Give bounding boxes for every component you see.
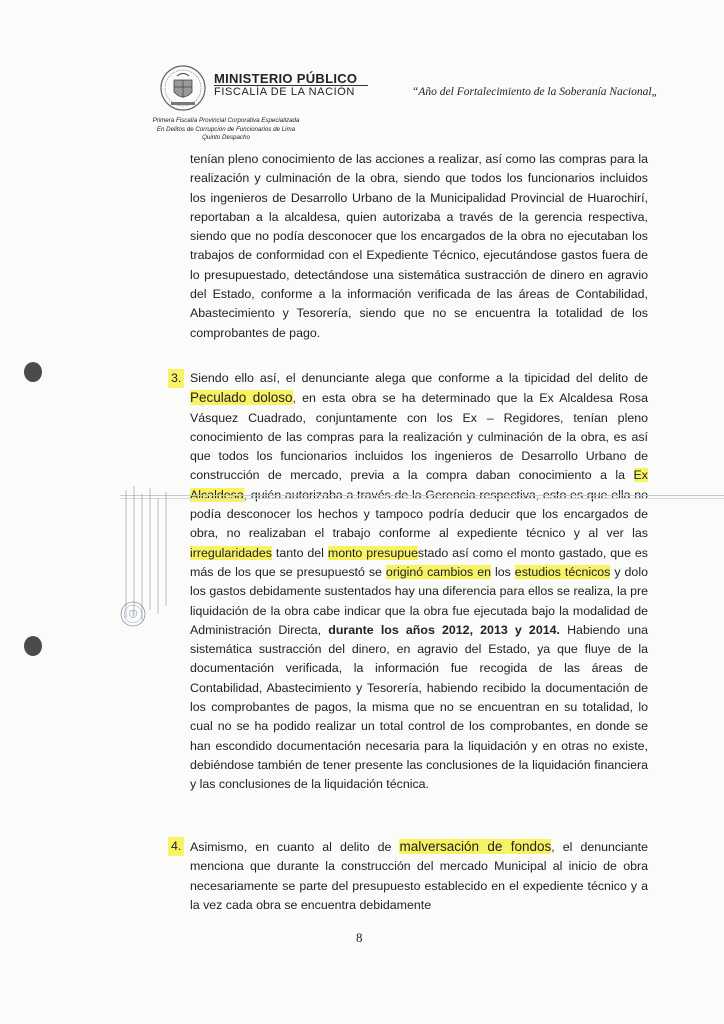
paragraph-point-3 [190, 369, 648, 795]
page-number: 8 [356, 930, 363, 945]
office-line-2: En Delitos de Corrupción de Funcionarios de Lima [156, 125, 296, 133]
highlight-ex-alcaldesa: Ex Alcaldesa [190, 468, 648, 502]
item-number-3: 3. [168, 369, 184, 388]
text-segment: y dolo los gastos debidamente sustentados hay una diferencia para ellos se realiza, la pre liquidación de la obra cabe indicar que la obra fue ejecutada bajo la modalidad de Administración Directa, [190, 564, 648, 637]
institution-title: MINISTERIO PÚBLICO [214, 71, 358, 86]
header-divider [214, 85, 368, 86]
office-name [128, 117, 324, 143]
text-segment: los [491, 564, 515, 579]
year-motto: “Año del Fortalecimiento de la Soberanía Nacional„ [412, 86, 658, 98]
text-segment: , el denunciante menciona que durante la construcción del mercado Municipal al inicio de obra necesariamente se parte del presupuesto establecido en el expediente técnico y a la vez cada obra se encuentra debidamente [190, 840, 648, 912]
bold-years: durante los años 2012, 2013 y 2014. [328, 622, 560, 637]
institution-subtitle: FISCALÍA DE LA NACIÓN [214, 86, 355, 98]
highlight-origino-cambios: originó cambios en [385, 564, 491, 579]
text-segment: tanto del [271, 545, 328, 560]
highlight-irregularidades: irregularidades [190, 545, 272, 560]
fold-line [120, 495, 724, 496]
punch-hole [24, 636, 42, 656]
highlight-monto-presupuestado: monto presupue [327, 545, 418, 560]
item-number-4: 4. [168, 837, 184, 856]
highlight-peculado-doloso: Peculado doloso [190, 390, 293, 406]
office-line-1: Primera Fiscalía Provincial Corporativa Especializada [152, 117, 300, 124]
coat-of-arms-icon [158, 62, 208, 114]
office-line-3: Quinto Despacho [202, 134, 250, 142]
punch-hole [24, 362, 42, 382]
text-segment: Habiendo una sistemática sustracción del dinero, en agravio del Estado, ya que fluye de la documentación verificada, la información fue recogida de las áreas de Contabilidad, Abastecimiento y Tesorería, habiendo recibido la documentación de los comprobantes de pagos, la misma que no se encuentran en su totalidad, lo cual no se ha podido realizar un total control de los comprobantes, en donde se han escondido documentación necesaria para la liquidación y en otras no existe, debiéndose también de tener presente las conclusiones de la liquidación financiera y las conclusiones de la liquidación técnica. [190, 622, 648, 792]
paragraph-continuation: tenían pleno conocimiento de las acciones a realizar, así como las compras para la realización y culminación de la obra, siendo que todos los funcionarios incluidos los ingenieros de Desarrollo Urbano de la Municipalidad Provincial de Huarochirí, reportaban a la alcaldesa, quien autorizaba a través de la gerencia respectiva, siendo que no podía desconocer que los encargados de la obra no ejecutaban los trabajos de conformidad con el Expediente Técnico, ejecutándose gastos fuera de lo presupuestado, detectándose una sistemática sustracción de dinero en agravio del Estado, conforme a la información verificada de las áreas de Contabilidad, Abastecimiento y Tesorería, siendo que no se encuentra la totalidad de los comprobantes de pago. [190, 152, 648, 340]
fold-line [120, 498, 724, 499]
official-round-seal [100, 598, 170, 678]
highlight-malversacion: malversación de fondos [399, 839, 552, 854]
text-segment: , quién autorizaba a través de la Gerencia respectiva, esto es que ella no podía desconocer los hechos y tampoco podría deducir que los encargados de obra, no realizaban el trabajo conforme al expediente técnico y al ver las [190, 487, 648, 541]
paragraph-point-4 [190, 837, 648, 915]
highlight-estudios-tecnicos: estudios técnicos [514, 564, 611, 579]
text-segment: Asimismo, en cuanto al delito de [190, 840, 400, 854]
text-segment: , en esta obra se ha determinado que la Ex Alcaldesa Rosa Vásquez Cuadrado, conjuntamente con los Ex – Regidores, tenían pleno conocimiento de las compras para la realización y culminación de la obra, es así que todos los funcionarios incluidos los ingenieros de Desarrollo Urbano de construcción de mercado, previa a la compra daban conocimiento a la [190, 391, 648, 483]
text-segment: stado así como el monto gastado, que es más de los que se presupuestó se [190, 545, 648, 579]
text-segment: Siendo ello así, el denunciante alega que conforme a la tipicidad del delito de [190, 371, 648, 385]
